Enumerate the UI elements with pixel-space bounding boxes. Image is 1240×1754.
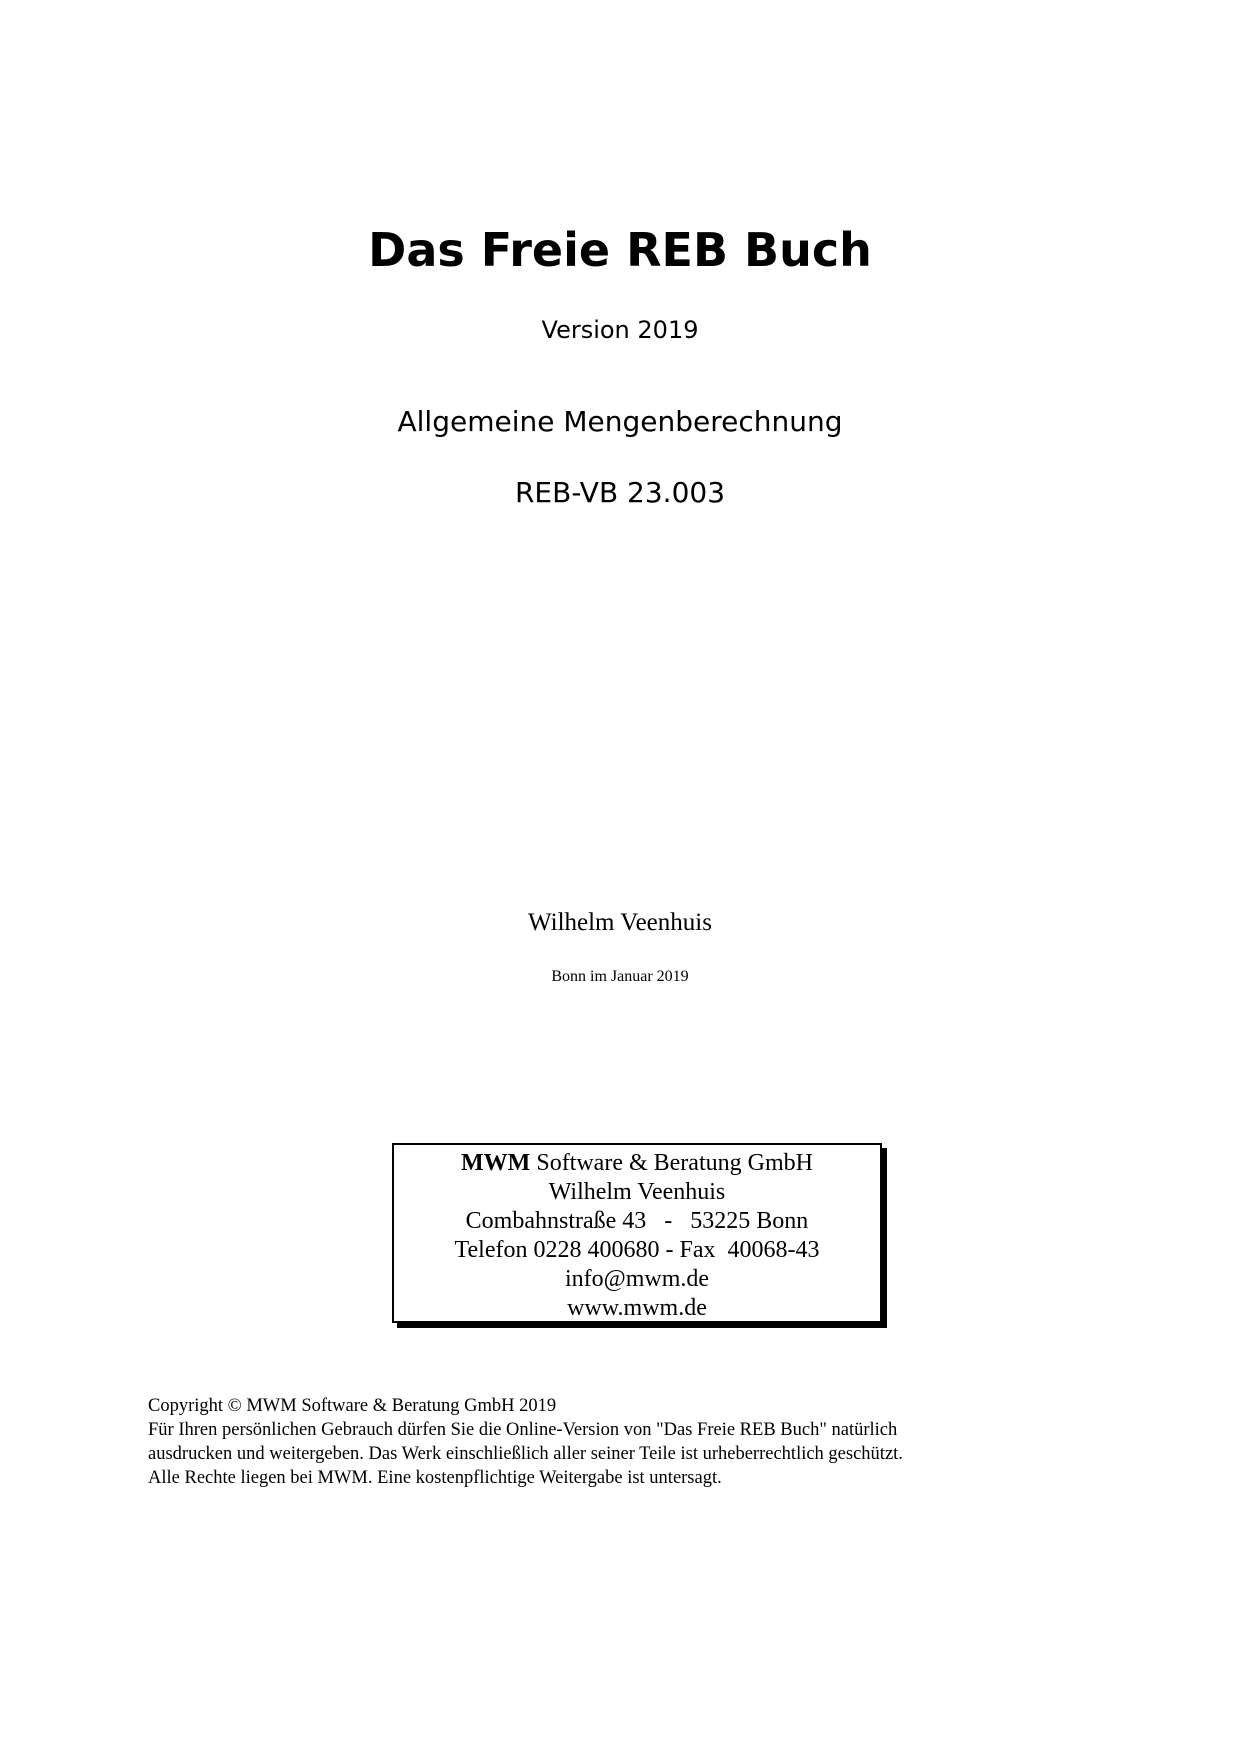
- place-date: Bonn im Januar 2019: [551, 968, 689, 985]
- contact-company-rest: Software & Beratung GmbH: [530, 1150, 813, 1176]
- document-subtitle: Allgemeine Mengenberechnung: [397, 405, 843, 438]
- copyright-line: Alle Rechte liegen bei MWM. Eine kostenpflichtige Weitergabe ist untersagt.: [148, 1468, 722, 1488]
- contact-box: [392, 1143, 882, 1323]
- contact-person: Wilhelm Veenhuis: [548, 1179, 726, 1205]
- version-label: Version 2019: [541, 316, 699, 344]
- copyright-line: ausdrucken und weitergeben. Das Werk einschließlich aller seiner Teile ist urheberrechtlich geschützt.: [148, 1444, 903, 1464]
- copyright-notice: [148, 1394, 1108, 1490]
- contact-email: info@mwm.de: [564, 1266, 710, 1292]
- author-name: Wilhelm Veenhuis: [528, 909, 712, 936]
- contact-address: Combahnstraße 43 - 53225 Bonn: [465, 1208, 809, 1234]
- contact-company-bold: MWM: [461, 1150, 531, 1176]
- copyright-line: Für Ihren persönlichen Gebrauch dürfen Sie die Online-Version von "Das Freie REB Buch" natürlich: [148, 1420, 898, 1440]
- contact-website: www.mwm.de: [567, 1295, 707, 1321]
- document-title: Das Freie REB Buch: [368, 223, 872, 277]
- contact-phone: Telefon 0228 400680 - Fax 40068-43: [454, 1237, 820, 1263]
- document-code: REB-VB 23.003: [514, 476, 726, 509]
- copyright-line: Copyright © MWM Software & Beratung GmbH 2019: [148, 1396, 557, 1416]
- contact-company: [394, 1149, 880, 1178]
